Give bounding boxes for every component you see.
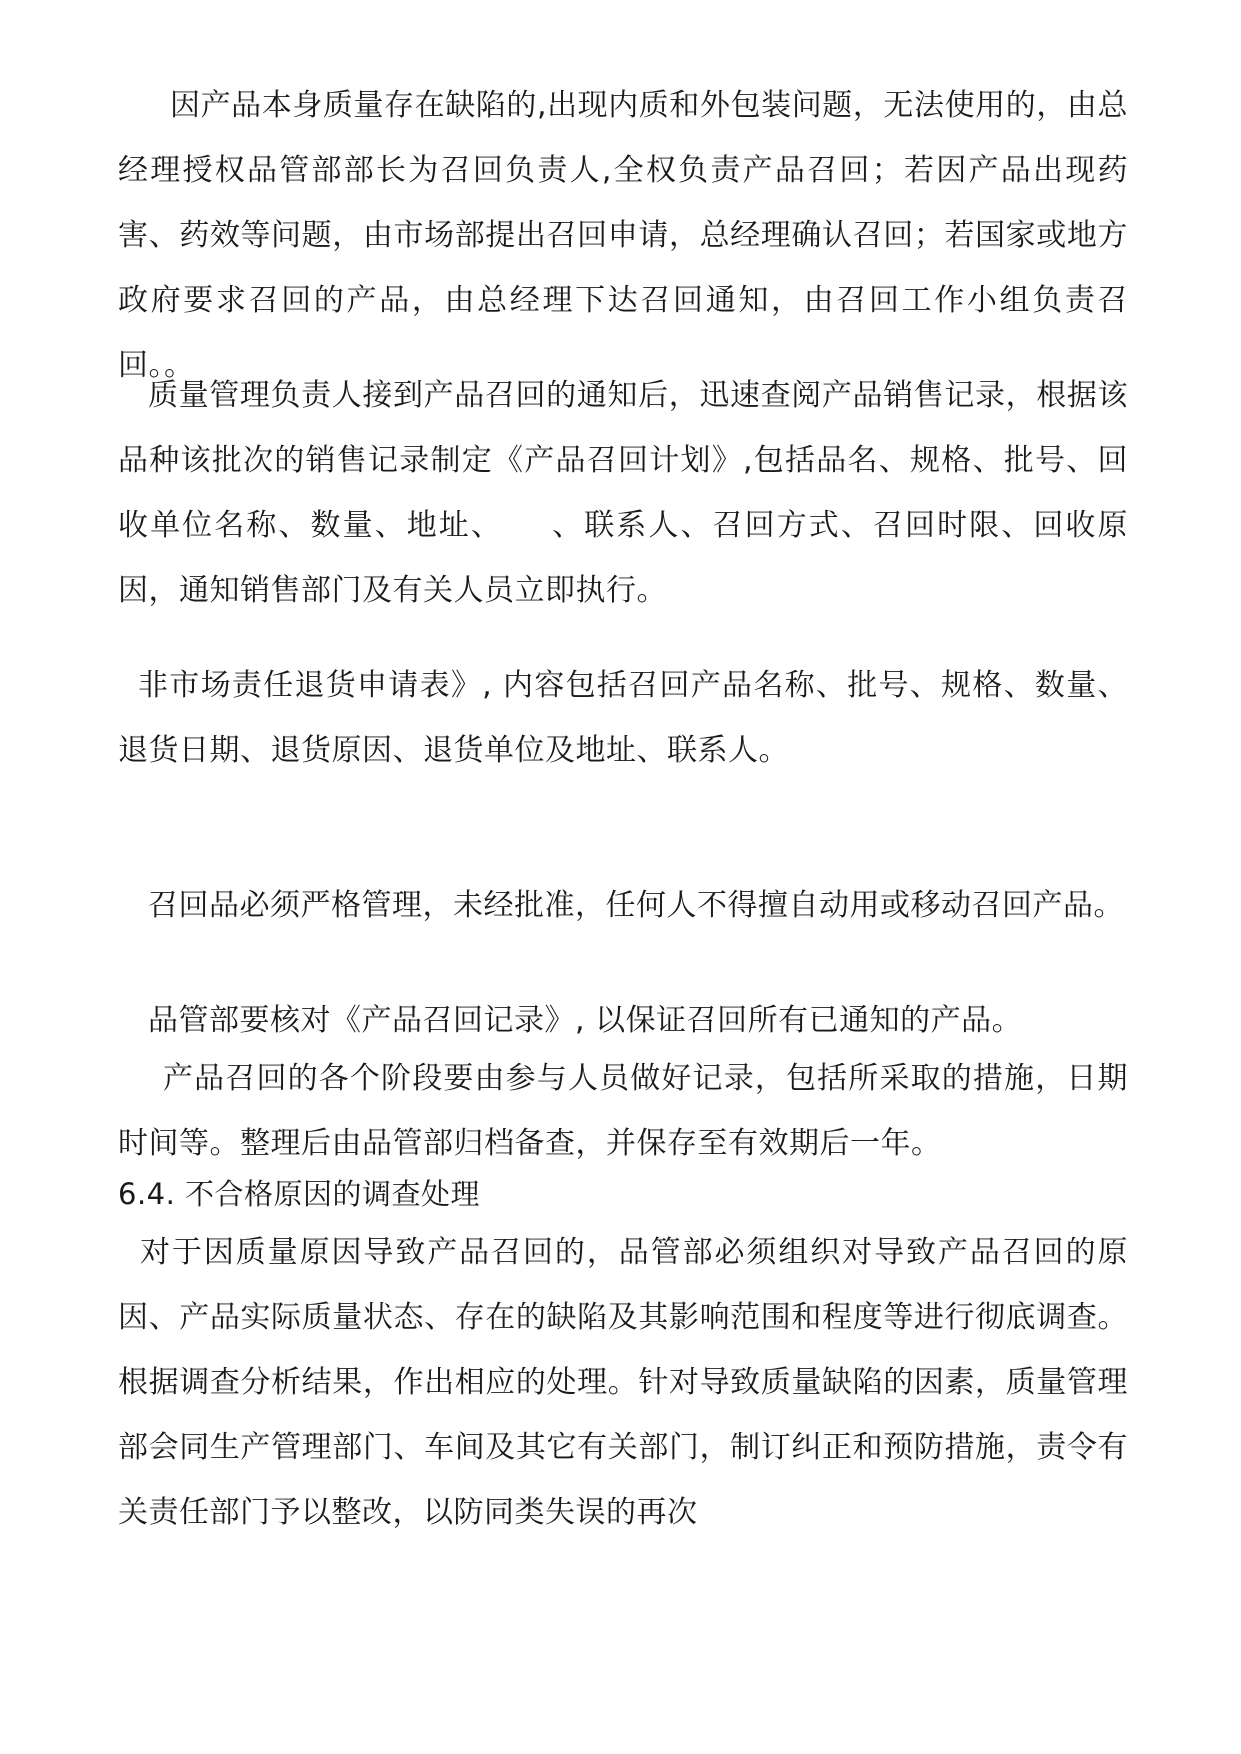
paragraph-recall-documentation: 产品召回的各个阶段要由参与人员做好记录，包括所采取的措施，日期时间等。整理后由品管部归档备查，并保存至有效期后一年。 (118, 1061, 1128, 1161)
paragraph-recalled-goods-management: 召回品必须严格管理，未经批准，任何人不得擅自动用或移动召回产品。 (148, 888, 1124, 923)
paragraph-recall-responsibility: 因产品本身质量存在缺陷的,出现内质和外包装问题，无法使用的，由总经理授权品管部部长为召回负责人,全权负责产品召回；若因产品出现药害、药效等问题，由市场部提出召回申请，总经理确认召回；若国家或地方政府要求召回的产品，由总经理下达召回通知，由召回工作小组负责召回。。 (118, 88, 1128, 383)
paragraph-recall-plan: 质量管理负责人接到产品召回的通知后，迅速查阅产品销售记录，根据该品种该批次的销售记录制定《产品召回计划》,包括品名、规格、批号、回收单位名称、数量、地址、 、联系人、召回方式、召回时限、回收原因，通知销售部门及有关人员立即执行。 (118, 378, 1128, 608)
section-heading-6-4: 6.4. 不合格原因的调查处理 (118, 1177, 481, 1211)
paragraph-return-application: 非市场责任退货申请表》, 内容包括召回产品名称、批号、规格、数量、退货日期、退货原因、退货单位及地址、联系人。 (118, 668, 1128, 768)
paragraph-recall-record-check: 品管部要核对《产品召回记录》, 以保证召回所有已通知的产品。 (148, 1003, 1023, 1038)
paragraph-cause-investigation: 对于因质量原因导致产品召回的，品管部必须组织对导致产品召回的原因、产品实际质量状态、存在的缺陷及其影响范围和程度等进行彻底调查。根据调查分析结果，作出相应的处理。针对导致质量缺陷的因素，质量管理部会同生产管理部门、车间及其它有关部门，制订纠正和预防措施，责令有关责任部门予以整改，以防同类失误的再次 (118, 1235, 1128, 1530)
